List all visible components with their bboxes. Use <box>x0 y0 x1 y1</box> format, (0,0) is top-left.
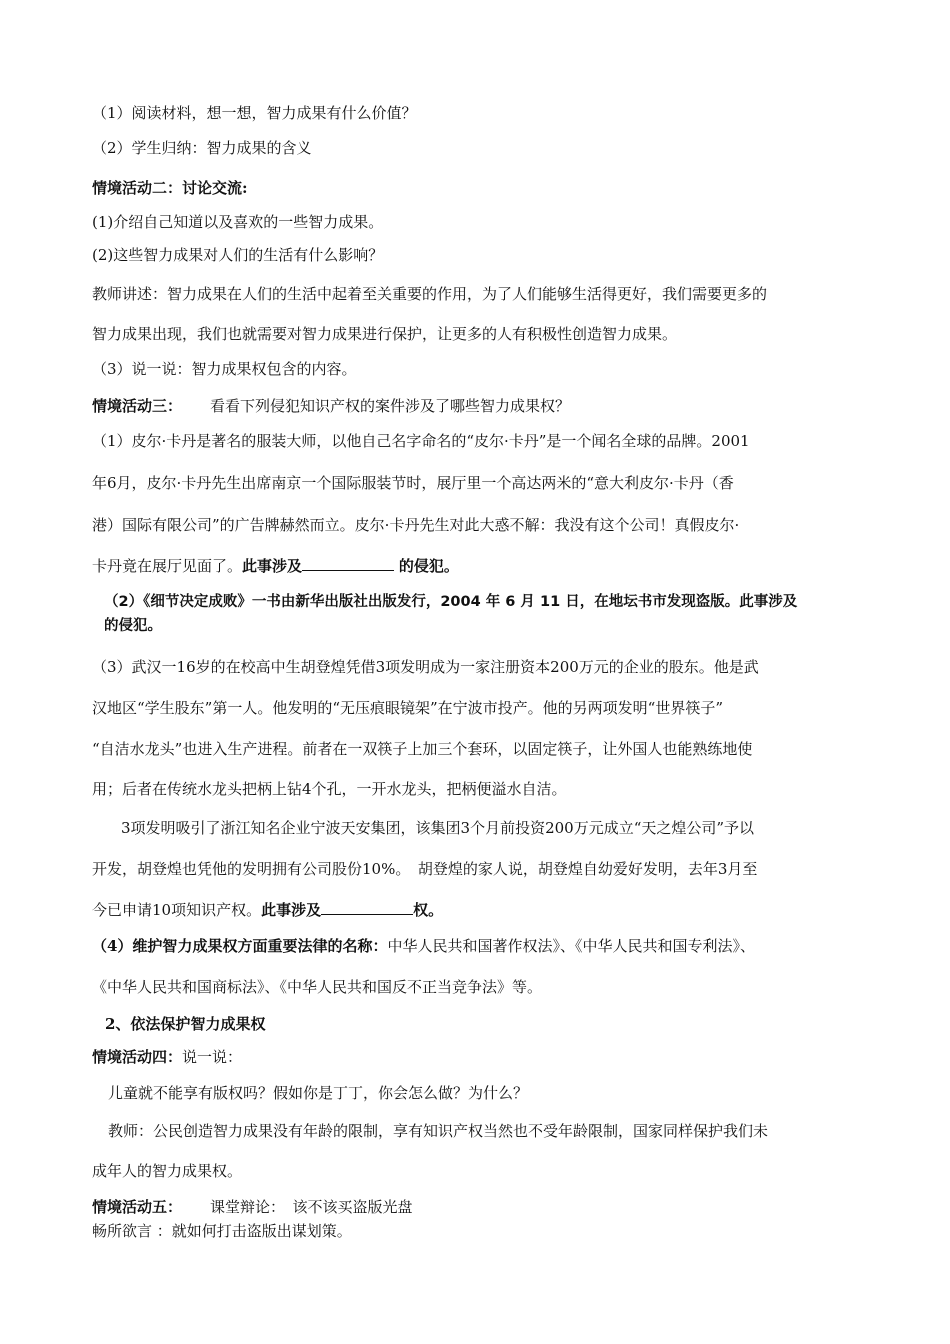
case-3-line-2: 汉地区“学生股东”第一人。他发明的“无压痕眼镜架”在宁波市投产。他的另两项发明“世界筷子” <box>92 699 724 717</box>
case-3-question-end: 权。 <box>413 901 444 919</box>
activity-5-heading: 情境活动五： <box>92 1198 183 1216</box>
case-3-line-1: （3）武汉一16岁的在校高中生胡登煌凭借3项发明成为一家注册资本200万元的企业的股东。他是武 <box>92 658 759 676</box>
case-1-line-3: 港）国际有限公司”的广告牌赫然而立。皮尔·卡丹先生对此大惑不解：我没有这个公司！真假皮尔· <box>92 516 740 534</box>
case-1-question-end: 的侵犯。 <box>398 557 459 575</box>
activity-4-line <box>92 1047 242 1067</box>
teacher-note-1-line-1: 教师讲述：智力成果在人们的生活中起着至关重要的作用，为了人们能够生活得更好，我们需要更多的 <box>92 285 768 303</box>
activity-3-text: 看看下列侵犯知识产权的案件涉及了哪些智力成果权？ <box>210 397 571 415</box>
activity-5-line <box>92 1197 413 1217</box>
case-3-line-7 <box>92 900 443 920</box>
law-line-1 <box>92 936 755 956</box>
law-label: （4）维护智力成果权方面重要法律的名称： <box>92 937 388 955</box>
final-line: 畅所欲言 ：就如何打击盗版出谋划策。 <box>92 1222 352 1240</box>
case-1-line-4 <box>92 556 459 576</box>
case-1-line-1: （1）皮尔·卡丹是著名的服装大师，以他自己名字命名的“皮尔·卡丹”是一个闻名全球的品牌。2001 <box>92 432 750 450</box>
activity-2-item-3: （3）说一说：智力成果权包含的内容。 <box>92 360 357 378</box>
teacher-note-2-line-2: 成年人的智力成果权。 <box>92 1162 243 1180</box>
case-1-line-2: 年6月，皮尔·卡丹先生出席南京一个国际服装节时，展厅里一个高达两米的“意大利皮尔·卡丹（香 <box>92 474 734 492</box>
law-list-1: 中华人民共和国著作权法》、《中华人民共和国专利法》、 <box>387 937 755 955</box>
activity-2-item-1: (1)介绍自己知道以及喜欢的一些智力成果。 <box>92 213 384 231</box>
case-3-line-4: 用；后者在传统水龙头把柄上钻4个孔，一开水龙头，把柄便溢水自洁。 <box>92 780 567 798</box>
case-3-line-3: “自洁水龙头”也进入生产进程。前者在一双筷子上加三个套环，以固定筷子，让外国人也能熟练地使 <box>92 740 753 758</box>
activity-4-text: 说一说： <box>182 1048 243 1066</box>
case-1-question: 此事涉及 <box>242 557 303 575</box>
case-3-text: 今已申请10项知识产权。 <box>92 901 262 919</box>
teacher-note-2-line-1: 教师：公民创造智力成果没有年龄的限制，享有知识产权当然也不受年龄限制，国家同样保护我们未 <box>108 1122 769 1140</box>
activity-3-heading: 情境活动三： <box>92 397 183 415</box>
activity-4-heading: 情境活动四： <box>92 1048 183 1066</box>
activity-4-question: 儿童就不能享有版权吗？假如你是丁丁，你会怎么做？为什么？ <box>108 1084 529 1102</box>
case-2-line-1: （2）《细节决定成败》一书由新华出版社出版发行，2004 年 6 月 11 日，在地坛书市发现盗版。此事涉及 <box>104 594 798 610</box>
activity-2-item-2: (2)这些智力成果对人们的生活有什么影响？ <box>92 246 384 264</box>
question-2: （2）学生归纳：智力成果的含义 <box>92 139 312 157</box>
question-1: （1）阅读材料，想一想，智力成果有什么价值？ <box>92 104 417 122</box>
answer-blank-2 <box>321 900 413 915</box>
activity-5-text: 课堂辩论： 该不该买盗版光盘 <box>210 1198 413 1216</box>
case-3-question: 此事涉及 <box>261 901 322 919</box>
activity-3-line <box>92 396 570 416</box>
law-line-2: 《中华人民共和国商标法》、《中华人民共和国反不正当竞争法》等。 <box>92 978 543 996</box>
case-1-text: 卡丹竟在展厅见面了。 <box>92 557 243 575</box>
teacher-note-1-line-2: 智力成果出现，我们也就需要对智力成果进行保护，让更多的人有积极性创造智力成果。 <box>92 325 678 343</box>
case-3-line-5: 3项发明吸引了浙江知名企业宁波天安集团，该集团3个月前投资200万元成立“天之煌公司”予以 <box>121 819 755 837</box>
answer-blank-1 <box>302 556 394 571</box>
case-3-line-6: 开发，胡登煌也凭他的发明拥有公司股份10%。 胡登煌的家人说，胡登煌自幼爱好发明，去年3月至 <box>92 860 758 878</box>
section-2-heading: 2、依法保护智力成果权 <box>105 1015 266 1033</box>
activity-2-heading: 情境活动二：讨论交流: <box>92 179 248 197</box>
case-2-line-2: 的侵犯。 <box>104 618 162 634</box>
